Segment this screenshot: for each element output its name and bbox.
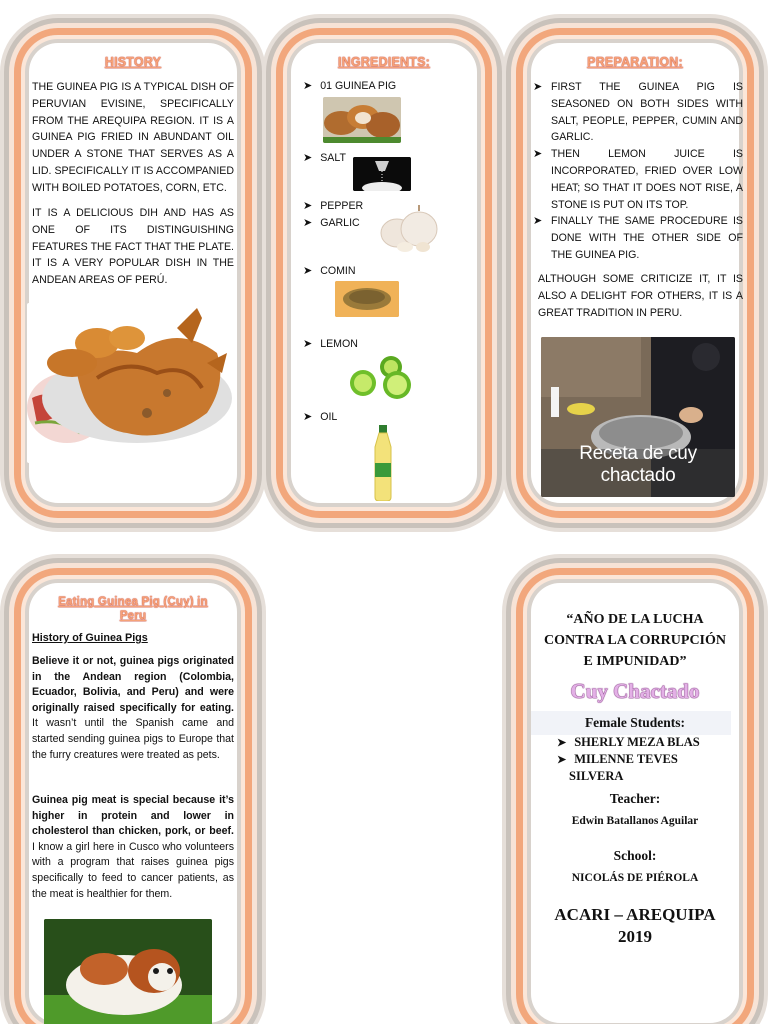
place: ACARI – AREQUIPA [554,905,716,924]
eating-panel [14,568,252,1024]
ingredients-panel [276,28,492,518]
ingredient-oil [303,410,337,423]
arrow-bullet-icon: ➤ [303,217,313,229]
preparation-step: ➤ THEN LEMON JUICE IS INCORPORATED, FRIED OVER LOW HEAT; SO THAT IT DOES NOT RISE, A STONE IS PUT ON ITS TOP. [533,148,743,211]
ingredients-title: INGREDIENTS: [338,55,430,69]
ingredient-guinea-pig [303,79,396,92]
preparation-step: ➤ FINALLY THE SAME PROCEDURE IS DONE WITH THE OTHER SIDE OF THE GUINEA PIG. [533,215,743,261]
fried-guinea-pig-photo [27,303,235,463]
ingredient-label: PEPPER [320,199,364,212]
eating-paragraph-2 [32,793,234,902]
eating-p1-bold: Believe it or not, guinea pigs originated in the Andean region (Colombia, Ecuador, Bolivia, and Peru) and were originally raised specifically for eating. [32,655,234,714]
arrow-bullet-icon: ➤ [303,200,313,212]
history-panel [14,28,252,518]
garlic-photo [375,203,443,253]
oil-bottle-photo [371,425,395,501]
history-paragraph-1: THE GUINEA PIG IS A TYPICAL DISH OF PERUVIAN EVISINE, SPECIFICALLY FROM THE AREQUIPA REGION. IT IS A GUINEA PIG FRIED IN ABUNDANT OIL UNDER A STONE THAT SERVES AS A LID. SPECIFICALLY IT IS ACCOMPANIED WITH BOILED POTATOES, CORN, ETC. [32,81,234,194]
ingredient-label: COMIN [320,264,356,277]
motto-line: “AÑO DE LA LUCHA [566,612,704,627]
history-title: HISTORY [104,55,162,69]
eating-title-line: Eating Guinea Pig (Cuy) in [58,596,208,608]
year: 2019 [618,927,652,946]
ingredient-garlic [303,216,360,229]
student-2 [557,751,678,784]
arrow-bullet-icon: ➤ [557,737,567,749]
ingredient-label: GARLIC [320,216,360,229]
cover-title: Cuy Chactado [570,679,700,703]
arrow-bullet-icon: ➤ [303,152,313,164]
cooking-video-thumbnail [541,337,735,497]
ingredient-label: OIL [320,410,338,423]
cumin-photo [335,281,399,317]
arrow-bullet-icon: ➤ [533,215,543,228]
arrow-bullet-icon: ➤ [533,148,543,161]
guinea-pig-pet-photo [44,919,212,1024]
ingredient-label: LEMON [320,337,358,350]
guinea-pig-photo [323,97,401,143]
ingredient-comin [303,264,356,277]
motto-line: E IMPUNIDAD” [583,654,687,669]
preparation-panel [516,28,754,518]
students-label: Female Students: [584,715,686,730]
preparation-title: PREPARATION: [587,55,683,69]
teacher-label: Teacher: [609,791,661,806]
arrow-bullet-icon: ➤ [533,81,543,93]
history-paragraph-2: IT IS A DELICIOUS DIH AND HAS AS ONE OF ITS DISTINGUISHING FEATURES THE FACT THAT THE PLATE. IT IS A VERY POPULAR DISH IN THE ANDEAN AREAS OF PERÚ. [32,207,234,287]
arrow-bullet-icon: ➤ [303,411,313,423]
eating-title [21,595,245,623]
eating-paragraph-1 [32,654,234,763]
ingredient-pepper [303,199,363,212]
ingredient-label: 01 GUINEA PIG [320,79,397,92]
eating-p2-rest: I know a girl here in Cusco who volunteers with a program that raises guinea pigs specifically to feed to cancer patients, as the meat is healthier for them. [32,840,234,900]
eating-p2-bold: Guinea pig meat is special because it’s higher in protein and lower in cholesterol than chicken, pork, or beef. [32,794,234,838]
arrow-bullet-icon: ➤ [557,754,567,766]
preparation-steps [533,79,743,264]
teacher-name: Edwin Batallanos Aguilar [571,815,699,827]
ingredient-label: SALT [320,151,346,164]
preparation-step: ➤ FIRST THE GUINEA PIG IS SEASONED ON BOTH SIDES WITH SALT, PEOPLE, PEPPER, CUMIN AND GARLIC. [533,81,743,144]
motto-line: CONTRA LA CORRUPCIÓN [543,633,726,648]
arrow-bullet-icon: ➤ [303,265,313,277]
school-label: School: [613,848,657,863]
arrow-bullet-icon: ➤ [303,338,313,350]
salt-photo [353,157,411,191]
lemon-photo [345,353,419,401]
video-caption: Receta de cuy chactado [579,443,697,486]
ingredient-salt [303,151,346,164]
student-name-continued: SILVERA [569,769,624,783]
student-1 [557,735,700,750]
eating-p1-rest: It wasn’t until the Spanish came and started sending guinea pigs to Europe that the furry creatures were treated as pets. [32,717,234,761]
eating-subheading: History of Guinea Pigs [32,632,148,644]
preparation-closing: ALTHOUGH SOME CRITICIZE IT, IT IS ALSO A DELIGHT FOR OTHERS, IT IS A GREAT TRADITION IN PERU. [538,273,743,319]
ingredient-lemon [303,337,358,350]
student-name: MILENNE TEVES [574,752,678,766]
motto [523,609,747,672]
student-name: SHERLY MEZA BLAS [574,735,700,749]
arrow-bullet-icon: ➤ [303,80,313,92]
school-name: NICOLÁS DE PIÉROLA [571,872,699,884]
eating-title-line: Peru [119,610,147,622]
cover-panel [516,568,754,1024]
